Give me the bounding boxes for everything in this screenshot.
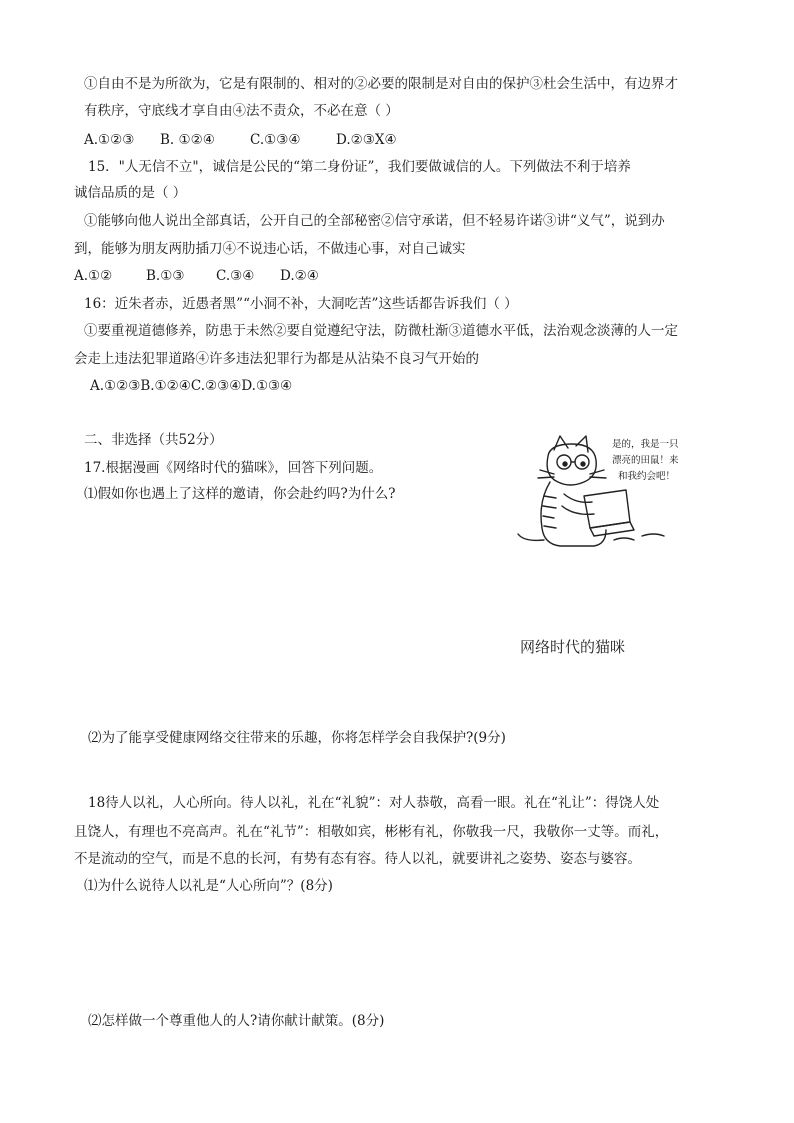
cat-cartoon-image [514, 432, 686, 554]
q16-statements-line1: ①要重视道德修养，防患于未然②要自觉遵纪守法，防微杜渐③道德水平低，法治观念淡薄的人一定 [84, 323, 678, 339]
q14-statements-line1: ①自由不是为所欲为，它是有限制的、相对的②必要的限制是对自由的保护③杜会生活中，有边界才 [84, 76, 678, 92]
q18-sub2: ⑵怎样做一个尊重他人的人?请你献计献策。(8分) [88, 1013, 385, 1029]
cartoon-speech-line1: 是的，我是一只 [612, 439, 679, 450]
q18-passage-line2: 且饶人，有理也不亮高声。礼在“礼节”：相敬如宾，彬彬有礼，你敬我一尺，我敬你一丈等。而礼， [74, 824, 669, 840]
q16-stem: 16：近朱者赤，近愚者黑”“小洞不补，大洞吃苦”这些话都告诉我们（ ） [84, 296, 518, 312]
q18-passage-line3: 不是流动的空气，而是不息的长河，有势有态有容。待人以礼，就要讲礼之姿势、姿态与婆容。 [74, 851, 641, 867]
cartoon-speech-line2: 漂亮的田鼠！来 [612, 455, 679, 466]
q15-statements-line2: 到，能够为朋友两肋插刀④不说违心话，不做违心事，对自己诚实 [74, 241, 466, 257]
q17-sub1: ⑴假如你也遇上了这样的邀请，你会赴约吗?为什么? [84, 486, 396, 502]
q18-passage-line1: 18待人以礼，人心所向。待人以礼，礼在“礼貌”：对人恭敬，高看一眼。礼在“礼让”：得饶人处 [88, 795, 660, 811]
q17-sub2: ⑵为了能享受健康网络交往带来的乐趣，你将怎样学会自我保护?(9分) [88, 730, 506, 746]
q15-stem-line1: 15．"人无信不立"，诚信是公民的“第二身份证”，我们要做诚信的人。下列做法不利于培养 [88, 159, 631, 175]
q14-option-d: D.②③X④ [336, 132, 397, 148]
section2-heading: 二、非选择（共52分） [84, 432, 223, 448]
q15-option-a: A.①② [74, 268, 113, 284]
q18-sub1: ⑴为什么说待人以礼是“人心所向”？(8分) [84, 878, 333, 894]
cartoon-speech-line3: 和我约会吧！ [618, 471, 676, 482]
q14-option-b: B. ①②④ [160, 132, 215, 148]
q14-statements-line2: 有秩序，守底线才享自由④法不责众，不必在意（ ） [84, 103, 399, 119]
q15-option-c: C.③④ [216, 268, 255, 284]
q15-statements-line1: ①能够向他人说出全部真话，公开自己的全部秘密②信守承诺，但不轻易许诺③讲“义气”，说到办 [84, 213, 665, 229]
q15-option-b: B.①③ [146, 268, 185, 284]
q17-stem: 17.根据漫画《网络时代的猫咪》，回答下列问题。 [84, 460, 383, 476]
q16-statements-line2: 会走上违法犯罪道路④许多违法犯罪行为都是从沾染不良习气开始的 [74, 351, 479, 367]
q15-option-d: D.②④ [280, 268, 319, 284]
q15-stem-line2: 诚信品质的是（ ） [74, 185, 187, 201]
q16-options: A.①②③B.①②④C.②③④D.①③④ [90, 378, 293, 394]
q14-option-c: C.①③④ [250, 132, 301, 148]
q14-option-a: A.①②③ [84, 132, 135, 148]
cartoon-caption: 网络时代的猫咪 [520, 638, 626, 656]
